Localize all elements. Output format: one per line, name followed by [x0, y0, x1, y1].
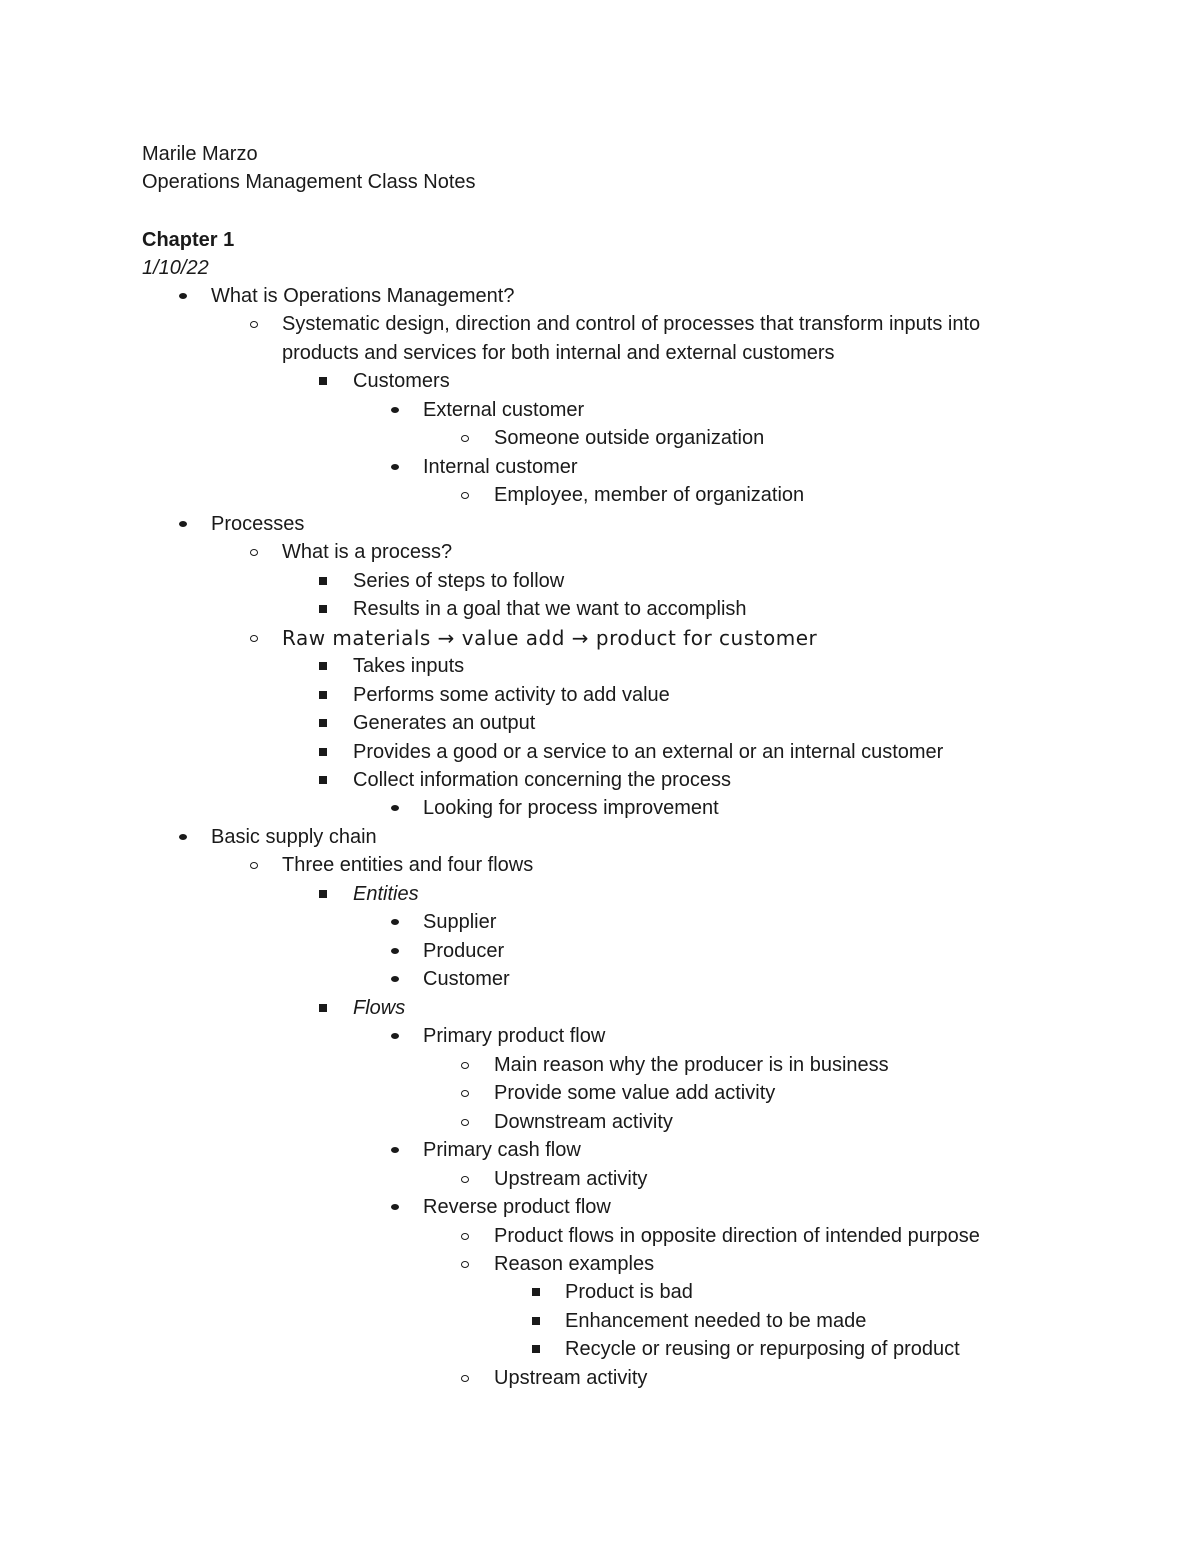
circle-bullet-icon	[461, 1176, 469, 1183]
square-bullet-icon	[319, 748, 327, 756]
disc-bullet-icon	[179, 834, 187, 840]
list-item-continuation: products and services for both internal and external customers	[282, 342, 835, 364]
author-name: Marile Marzo	[142, 143, 258, 165]
chapter-date: 1/10/22	[142, 257, 209, 279]
list-item: Takes inputs	[353, 655, 465, 677]
disc-bullet-icon	[179, 293, 187, 299]
disc-bullet-icon	[179, 521, 187, 527]
list-item: Enhancement needed to be made	[565, 1310, 867, 1332]
square-bullet-icon	[319, 662, 327, 670]
list-item: Supplier	[423, 911, 497, 933]
list-item: Flows	[353, 997, 406, 1019]
circle-bullet-icon	[461, 435, 469, 442]
disc-bullet-icon	[391, 948, 399, 954]
circle-bullet-icon	[461, 1090, 469, 1097]
list-item: Producer	[423, 940, 505, 962]
list-item: Generates an output	[353, 712, 536, 734]
list-item: Provide some value add activity	[494, 1082, 776, 1104]
circle-bullet-icon	[250, 321, 258, 328]
disc-bullet-icon	[391, 919, 399, 925]
list-item: Employee, member of organization	[494, 484, 805, 506]
disc-bullet-icon	[391, 1204, 399, 1210]
disc-bullet-icon	[391, 1033, 399, 1039]
list-item: Upstream activity	[494, 1367, 648, 1389]
list-item: Basic supply chain	[211, 826, 377, 848]
list-item: Primary product flow	[423, 1025, 606, 1047]
list-item: Downstream activity	[494, 1111, 673, 1133]
list-item: Main reason why the producer is in business	[494, 1054, 889, 1076]
square-bullet-icon	[532, 1317, 540, 1325]
list-item: Provides a good or a service to an external or an internal customer	[353, 741, 944, 763]
list-item: Reverse product flow	[423, 1196, 611, 1218]
list-item: Systematic design, direction and control of processes that transform inputs into	[282, 313, 981, 335]
list-item: What is Operations Management?	[211, 285, 515, 307]
circle-bullet-icon	[461, 492, 469, 499]
disc-bullet-icon	[391, 407, 399, 413]
list-item: Product flows in opposite direction of intended purpose	[494, 1225, 980, 1247]
square-bullet-icon	[319, 691, 327, 699]
document-title: Operations Management Class Notes	[142, 171, 476, 193]
disc-bullet-icon	[391, 805, 399, 811]
list-item: Product is bad	[565, 1281, 693, 1303]
square-bullet-icon	[319, 605, 327, 613]
list-item: Upstream activity	[494, 1168, 648, 1190]
circle-bullet-icon	[461, 1062, 469, 1069]
circle-bullet-icon	[461, 1261, 469, 1268]
circle-bullet-icon	[250, 635, 258, 642]
list-item: Three entities and four flows	[282, 854, 534, 876]
disc-bullet-icon	[391, 464, 399, 470]
disc-bullet-icon	[391, 1147, 399, 1153]
list-item: Looking for process improvement	[423, 797, 719, 819]
square-bullet-icon	[319, 776, 327, 784]
circle-bullet-icon	[461, 1375, 469, 1382]
square-bullet-icon	[319, 719, 327, 727]
list-item: Customer	[423, 968, 510, 990]
list-item: What is a process?	[282, 541, 453, 563]
circle-bullet-icon	[250, 862, 258, 869]
list-item: Recycle or reusing or repurposing of product	[565, 1338, 960, 1360]
list-item: Customers	[353, 370, 450, 392]
list-item: Results in a goal that we want to accomplish	[353, 598, 747, 620]
list-item: Reason examples	[494, 1253, 655, 1275]
list-item: Entities	[353, 883, 419, 905]
list-item: Internal customer	[423, 456, 578, 478]
square-bullet-icon	[319, 377, 327, 385]
circle-bullet-icon	[461, 1233, 469, 1240]
square-bullet-icon	[319, 1004, 327, 1012]
chapter-heading: Chapter 1	[142, 229, 235, 251]
list-item: Series of steps to follow	[353, 570, 565, 592]
list-item: Collect information concerning the process	[353, 769, 731, 791]
square-bullet-icon	[319, 890, 327, 898]
circle-bullet-icon	[250, 549, 258, 556]
list-item: External customer	[423, 399, 585, 421]
list-item: Performs some activity to add value	[353, 684, 670, 706]
list-item: Primary cash flow	[423, 1139, 581, 1161]
square-bullet-icon	[532, 1288, 540, 1296]
list-item: Processes	[211, 513, 305, 535]
list-item: Raw materials → value add → product for customer	[282, 626, 818, 650]
square-bullet-icon	[532, 1345, 540, 1353]
list-item: Someone outside organization	[494, 427, 765, 449]
circle-bullet-icon	[461, 1119, 469, 1126]
disc-bullet-icon	[391, 976, 399, 982]
square-bullet-icon	[319, 577, 327, 585]
